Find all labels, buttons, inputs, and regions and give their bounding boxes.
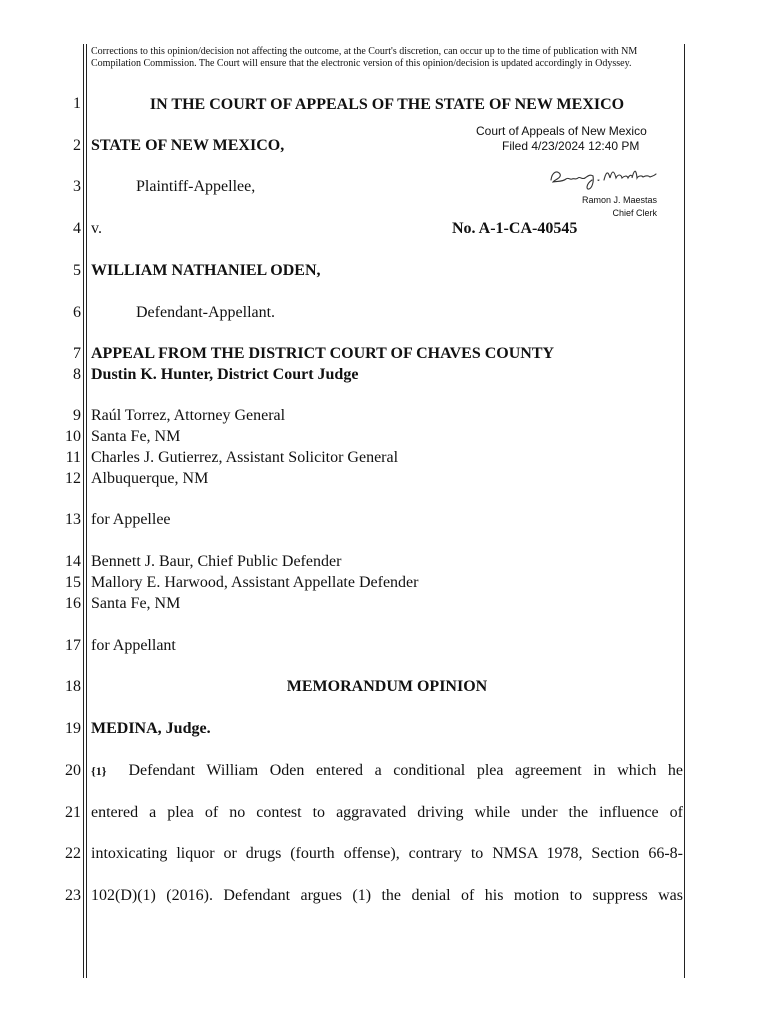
versus: v. bbox=[91, 220, 102, 237]
line-number: 3 bbox=[73, 178, 81, 195]
line-number: 8 bbox=[73, 366, 81, 383]
line-number: 4 bbox=[73, 220, 81, 237]
appeal-from: APPEAL FROM THE DISTRICT COURT OF CHAVES COUNTY bbox=[91, 345, 555, 362]
line-number: 13 bbox=[65, 511, 81, 528]
line-number: 17 bbox=[65, 637, 81, 654]
defendant-role: Defendant-Appellant. bbox=[136, 304, 276, 321]
clerk-name: Ramon J. Maestas bbox=[581, 195, 657, 205]
stamp-court: Court of Appeals of New Mexico bbox=[476, 124, 647, 138]
appellee-counsel-line: Albuquerque, NM bbox=[91, 470, 209, 487]
line-number: 19 bbox=[65, 720, 81, 737]
appellant-counsel-line: Santa Fe, NM bbox=[91, 595, 181, 612]
appellant-counsel-line: Bennett J. Baur, Chief Public Defender bbox=[91, 553, 342, 570]
opinion-line: intoxicating liquor or drugs (fourth offense), contrary to NMSA 1978, Section 66-8- bbox=[91, 845, 683, 862]
appellee-counsel-line: Santa Fe, NM bbox=[91, 428, 181, 445]
line-number: 2 bbox=[73, 137, 81, 154]
line-number: 11 bbox=[65, 449, 81, 466]
appellee-counsel-line: Charles J. Gutierrez, Assistant Solicitor General bbox=[91, 449, 399, 466]
stamp-filed: Filed 4/23/2024 12:40 PM bbox=[502, 139, 640, 153]
clerk-title: Chief Clerk bbox=[612, 208, 657, 218]
appellant-counsel-line: Mallory E. Harwood, Assistant Appellate Defender bbox=[91, 574, 419, 591]
paragraph-mark: {1} bbox=[91, 764, 107, 778]
clerk-signature-icon bbox=[548, 160, 660, 192]
line-number: 23 bbox=[65, 887, 81, 904]
opinion-heading: MEMORANDUM OPINION bbox=[286, 678, 488, 695]
right-margin-rule bbox=[684, 44, 685, 978]
left-margin-rule-outer bbox=[83, 44, 84, 978]
appellee-counsel-line: Raúl Torrez, Attorney General bbox=[91, 407, 286, 424]
opinion-text: Defendant William Oden entered a conditional plea agreement in which he bbox=[128, 762, 683, 779]
line-number: 21 bbox=[65, 804, 81, 821]
defendant-name: WILLIAM NATHANIEL ODEN, bbox=[91, 262, 321, 279]
for-appellant: for Appellant bbox=[91, 637, 176, 654]
line-number: 14 bbox=[65, 553, 81, 570]
line-number: 5 bbox=[73, 262, 81, 279]
plaintiff-name: STATE OF NEW MEXICO, bbox=[91, 137, 285, 154]
left-margin-rule-inner bbox=[86, 44, 87, 978]
line-number: 15 bbox=[65, 574, 81, 591]
line-number: 7 bbox=[73, 345, 81, 362]
plaintiff-role: Plaintiff-Appellee, bbox=[136, 178, 256, 195]
line-number: 12 bbox=[65, 470, 81, 487]
court-title: IN THE COURT OF APPEALS OF THE STATE OF NEW MEXICO bbox=[149, 96, 625, 113]
opinion-line: 102(D)(1) (2016). Defendant argues (1) the denial of his motion to suppress was bbox=[91, 887, 683, 904]
opinion-author: MEDINA, Judge. bbox=[91, 720, 211, 737]
for-appellee: for Appellee bbox=[91, 511, 171, 528]
line-number: 18 bbox=[65, 678, 81, 695]
opinion-line bbox=[91, 762, 683, 780]
line-number: 9 bbox=[73, 407, 81, 424]
case-number: No. A-1-CA-40545 bbox=[452, 220, 578, 237]
line-number: 10 bbox=[65, 428, 81, 445]
line-number: 22 bbox=[65, 845, 81, 862]
line-number: 6 bbox=[73, 304, 81, 321]
district-judge: Dustin K. Hunter, District Court Judge bbox=[91, 366, 359, 383]
line-number: 1 bbox=[73, 95, 81, 112]
line-number: 20 bbox=[65, 762, 81, 779]
corrections-notice: Corrections to this opinion/decision not affecting the outcome, at the Court's discretion, can occur up to the time of publication with NM Compilation Commission. The Court will ensure that the electronic version of this opinion/decision is updated accordingly in Odyssey. bbox=[91, 46, 638, 69]
opinion-line: entered a plea of no contest to aggravated driving while under the influence of bbox=[91, 804, 683, 821]
line-number: 16 bbox=[65, 595, 81, 612]
